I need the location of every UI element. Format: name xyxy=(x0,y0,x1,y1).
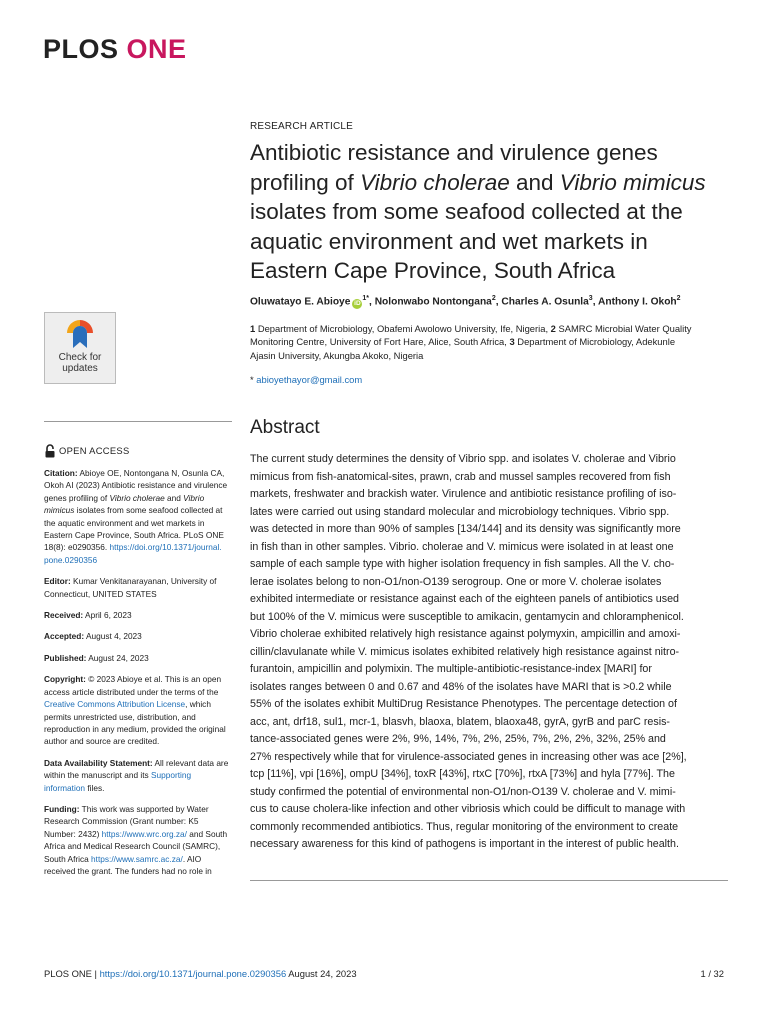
footer-date: August 24, 2023 xyxy=(286,968,357,979)
abstract-line: exhibited intermediate or resistance against each of the eighteen panels of antibiotics used xyxy=(250,593,679,605)
citation: Citation: Abioye OE, Nontongana N, Osunla CA, Okoh AI (2023) Antibiotic resistance and virulence genes profiling of Vibrio cholerae and Vibrio mimicus isolates from some seafood collected at the aquatic environment and wet markets in Eastern Cape Province, South Africa. PLoS ONE 18(8): e0290356. https://doi.org/10.1371/journal. pone.0290356 xyxy=(44,467,234,566)
abstract-line: cillin/clavulanate while V. mimicus isolates exhibited relatively high resistance against nitro- xyxy=(250,645,680,658)
abstract-line: tance-associated genes were 2%, 9%, 14%, 7%, 2%, 25%, 7%, 2%, 2%, 32%, 25% and xyxy=(250,733,666,745)
title-line-2: profiling of Vibrio cholerae and Vibrio mimicus xyxy=(250,169,706,195)
abstract-line: mimicus from fish-anatomical-sites, prawn, crab and mussel samples recovered from fish xyxy=(250,470,671,483)
email-link[interactable]: abioyethayor@gmail.com xyxy=(256,374,363,385)
abstract-line: cus to cause cholera-like infection and other vibriosis which could be difficult to manage with xyxy=(250,803,686,815)
check-for-updates-label: Check for updates xyxy=(58,352,102,374)
abstract-line: 55% of the isolates exhibit MultiDrug Resistance Phenotypes. The percentage detection of xyxy=(250,698,677,710)
citation-doi-link-cont[interactable]: pone.0290356 xyxy=(44,554,98,565)
article-title xyxy=(250,138,740,286)
abstract-line: lerae isolates belong to non-O1/non-O139 serogroup. One or more V. cholerae isolates xyxy=(250,575,662,588)
title-line-3: isolates from some seafood collected at the xyxy=(250,199,683,224)
abstract-line: but 100% of the V. mimicus were susceptible to amikacin, gentamycin and chloramphenicol. xyxy=(250,610,684,623)
abstract-divider xyxy=(250,880,728,881)
open-lock-icon xyxy=(44,444,56,458)
title-line-4: aquatic environment and wet markets in xyxy=(250,228,648,254)
author-2[interactable]: , Nolonwabo Nontongana xyxy=(369,296,492,308)
abstract-line: commonly recommended antibiotics. Thus, regular monitoring of the environment to create xyxy=(250,820,679,833)
journal-logo[interactable] xyxy=(43,36,187,63)
supporting-info-link-cont[interactable]: information xyxy=(44,782,86,793)
license-link[interactable]: Creative Commons Attribution License xyxy=(44,699,186,710)
check-for-updates-badge[interactable] xyxy=(44,312,116,384)
check-for-updates-icon xyxy=(65,318,95,350)
title-line-5: Eastern Cape Province, South Africa xyxy=(250,258,616,283)
abstract-line: tcp [11%], vpi [16%], ompU [34%], toxR [43%], rtxC [70%], rtxA [73%] and hyla [77%]. The xyxy=(250,768,675,780)
samrc-link[interactable]: https://www.samrc.ac.za/ xyxy=(91,853,183,864)
author-4[interactable]: , Anthony I. Okoh xyxy=(592,296,677,308)
editor: Editor: Kumar Venkitanarayanan, University of Connecticut, UNITED STATES xyxy=(44,576,217,599)
abstract-line: was detected in more than 90% of samples [134/144] and its density was significantly more xyxy=(250,523,681,535)
logo-plos: PLOS xyxy=(43,34,119,64)
abstract-line: markets, freshwater and brackish water. Virulence and antibiotic resistance profiling of iso- xyxy=(250,488,677,500)
article-type: RESEARCH ARTICLE xyxy=(250,121,354,132)
abstract-line: furantoin, ampicillin and polymixin. The multiple-antibiotic-resistance-index [MARI] for xyxy=(250,663,652,675)
data-availability: Data Availability Statement: All relevant data are within the manuscript and its Supporting information files. xyxy=(44,757,229,793)
abstract-line: The current study determines the density of Vibrio spp. and isolates V. cholerae and Vibrio xyxy=(250,453,676,465)
abstract-line: Vibrio cholerae exhibited relatively high resistance against polymyxin, ampicillin and amoxi- xyxy=(250,628,681,640)
wrc-link[interactable]: https://www.wrc.org.za/ xyxy=(101,828,187,839)
orcid-icon[interactable]: iD xyxy=(354,300,361,308)
citation-doi-link[interactable]: https://doi.org/10.1371/journal. xyxy=(109,542,222,553)
abstract-line: sample of each sample type with higher isolation frequency in fish samples. All the V. cho- xyxy=(250,558,675,570)
abstract-line: acc, ant, drf18, sul1, mcr-1, blasvh, blaoxa, blatem, blaoxa48, gyrA, gyrB and parC resis- xyxy=(250,715,670,728)
published-date: Published: August 24, 2023 xyxy=(44,652,149,663)
page-footer xyxy=(44,968,724,979)
article-sidebar xyxy=(44,444,234,886)
affiliations: 1 Department of Microbiology, Obafemi Awolowo University, Ife, Nigeria, 2 SAMRC Microbial Water Quality Monitoring Centre, University of Fort Hare, Alice, South Africa, 3 Department of Microbiology, Adekunle Ajasin University, Akungba Akoko, Nigeria xyxy=(250,323,692,361)
footer-journal: PLOS ONE | xyxy=(44,968,100,979)
accepted-date: Accepted: August 4, 2023 xyxy=(44,631,142,642)
sidebar-divider xyxy=(44,421,232,422)
author-1[interactable]: Oluwatayo E. Abioye xyxy=(250,296,351,308)
abstract-line: lates were carried out using standard molecular and microbiology techniques. Vibrio spp. xyxy=(250,505,670,518)
page-number: 1 / 32 xyxy=(700,968,724,979)
copyright: Copyright: © 2023 Abioye et al. This is an open access article distributed under the terms of the Creative Commons Attribution License, which permits unrestricted use, distribution, and reproduction in any medium, provided the original author and source are credited. xyxy=(44,674,226,747)
supporting-info-link[interactable]: Supporting xyxy=(151,770,192,781)
abstract-line: necessary awareness for this kind of pathogens is important in the interest of public health. xyxy=(250,838,679,850)
title-line-1: Antibiotic resistance and virulence genes xyxy=(250,140,658,165)
corresponding-email: * abioyethayor@gmail.com xyxy=(250,374,363,385)
author-list: Oluwatayo E. Abioye $iD^{1*}$, Nolonwabo Nontongana$^2$, Charles A. Osunla$^3$, Anthony I. Okoh$^2$ xyxy=(250,295,681,308)
author-3[interactable]: , Charles A. Osunla xyxy=(495,296,589,308)
footer-doi-link[interactable]: https://doi.org/10.1371/journal.pone.0290356 xyxy=(99,968,287,979)
logo-one: ONE xyxy=(126,34,187,64)
abstract-line: 27% respectively while that for virulence-associated genes in increasing other was ace [2%], xyxy=(250,750,687,763)
abstract-body xyxy=(250,451,728,854)
abstract-line: study confirmed the potential of environmental non-O1/non-O139 V. cholerae and V. mimi- xyxy=(250,785,676,798)
funding: Funding: This work was supported by Water Research Commission (Grant number: K5 Number: 2432) https://www.wrc.org.za/ and South Africa and Medical Research Council (SAMRC), South Africa https://www.samrc.ac.za/. AIO received the grant. The funders had no role in xyxy=(44,803,228,876)
received-date: Received: April 6, 2023 xyxy=(44,610,132,621)
abstract-line: isolates ranges between 0 and 0.67 and 48% of the isolates have MARI that is >0.2 while xyxy=(250,680,672,693)
open-access-label: OPEN ACCESS xyxy=(44,444,234,458)
abstract-line: in fish than in other samples. Vibrio. cholerae and V. mimicus were isolated in at least one xyxy=(250,540,674,553)
abstract-heading: Abstract xyxy=(250,417,320,438)
corresponding-mark: * xyxy=(366,295,370,302)
